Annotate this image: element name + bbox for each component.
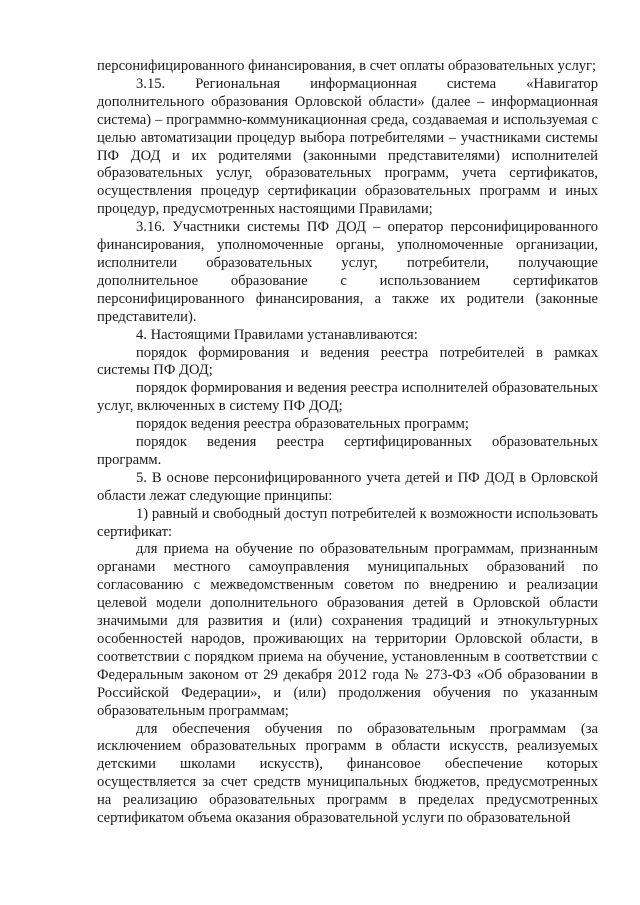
- paragraph-3-15: 3.15. Региональная информационная система «Навигатор дополнительного образования Орловской области» (далее – информационная система) – программно-коммуникационная среда, создаваемая и используемая с целью автоматизации процедур выбора потребителями – участниками системы ПФ ДОД и их родителями (законными представителями) исполнителей образовательных услуг, образовательных программ, учета сертификатов, осуществления процедур сертификации образовательных программ и иных процедур, предусмотренных настоящими Правилами;: [97, 75, 598, 218]
- paragraph-5-item-1: 1) равный и свободный доступ потребителей к возможности использовать сертификат:: [97, 505, 598, 540]
- paragraph-5-item-1-a: для приема на обучение по образовательным программам, признанным органами местного самоуправления муниципальных образований по согласованию с межведомственным советом по внедрению и реализации целевой модели дополнительного образования детей в Орловской области значимыми для развития и (или) сохранения традиций и этнокультурных особенностей народов, проживающих на территории Орловской области, в соответствии с порядком приема на обучение, установленным в соответствии с Федеральным законом от 29 декабря 2012 года № 273-ФЗ «Об образовании в Российской Федерации», и (или) продолжения обучения по указанным образовательным программам;: [97, 541, 598, 719]
- paragraph-4-item-3: порядок ведения реестра образовательных программ;: [136, 416, 469, 433]
- paragraph-4-item-1: порядок формирования и ведения реестра потребителей в рамках системы ПФ ДОД;: [97, 344, 598, 379]
- paragraph-4-item-2: порядок формирования и ведения реестра исполнителей образовательных услуг, включенных в систему ПФ ДОД;: [97, 380, 598, 415]
- paragraph-4-item-4: порядок ведения реестра сертифицированных образовательных программ.: [97, 434, 598, 468]
- paragraph-5-item-1-b: для обеспечения обучения по образовательным программам (за исключением образовательных программ в области искусств, реализуемых детскими школами искусств), финансовое обеспечение которых осуществляется за счет средств муниципальных бюджетов, предусмотренных на реализацию образовательных программ в пределах предусмотренных сертификатом объема оказания образовательной услуги по образовательной: [97, 720, 598, 827]
- paragraph-5: 5. В основе персонифицированного учета детей и ПФ ДОД в Орловской области лежат следующие принципы:: [97, 469, 598, 504]
- paragraph-3-16: 3.16. Участники системы ПФ ДОД – оператор персонифицированного финансирования, уполномоченные органы, уполномоченные организации, исполнители образовательных услуг, потребители, получающие дополнительное образование с использованием сертификатов персонифицированного финансирования, а также их родители (законные представители).: [97, 219, 598, 325]
- paragraph-services-end: персонифицированного финансирования, в счет оплаты образовательных услуг;: [97, 58, 597, 74]
- paragraph-4: 4. Настоящими Правилами устанавливаются:: [136, 326, 418, 343]
